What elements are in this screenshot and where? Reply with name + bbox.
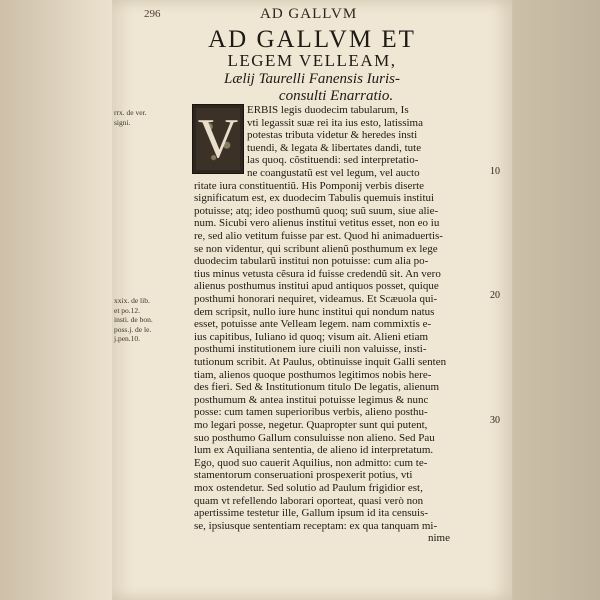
margin-note-line: rrx. de ver. <box>114 108 147 117</box>
margin-note-line: poss.j. de le. <box>114 324 152 334</box>
text-line: ne coangustatũ est vel legum, vel aucto <box>247 167 420 179</box>
text-line: tiam, alienos quoque posthumos legitimos nobis here- <box>194 368 432 381</box>
text-line: posthumi honorari nequiret, videamus. Et Scæuola qui- <box>194 293 438 305</box>
text-line: quam vt refellendo laborari oporteat, quasi verò non <box>194 494 424 507</box>
book-page <box>112 0 512 600</box>
title-line-2: LEGEM VELLEAM, <box>227 51 397 70</box>
margin-note-line: et po.12. <box>114 305 141 315</box>
line-number: 10 <box>490 166 500 177</box>
text-line: dem scripsit, nullo iure hunc institui qui nondum natus <box>194 305 435 318</box>
text-line: esset, potuisse ante Velleam legem. nam commixtis e- <box>194 318 432 331</box>
margin-note-line: j.pen.10. <box>114 334 141 343</box>
text-line: ERBIS legis duodecim tabularum, Is <box>247 104 409 116</box>
text-line: apertissime testetur ille, Gallum ipsum id ita censuis- <box>194 507 429 520</box>
margin-note-line: xxix. de lib. <box>114 296 150 305</box>
subtitle-line-2: consulti Enarratio. <box>278 88 394 104</box>
text-line: ius capitibus, Iuliano id quoq; visum ait. Alieni etiam <box>194 330 429 343</box>
text-line: posse: cum tamen superioribus verbis, alieno posthu- <box>194 406 428 419</box>
text-line: vti legassit suæ rei ita ius esto, latissima <box>247 116 423 129</box>
text-line: mox ostendetur. Sed solutio ad Paulum frigidior est, <box>194 482 423 494</box>
text-line: potestas tributa videtur & heredes insti <box>247 129 418 142</box>
text-line: nime <box>428 532 450 545</box>
text-line: tius minus vetusta cẽsura id fuisse credendũ sit. An vero <box>194 267 441 280</box>
page-number: 296 <box>144 8 161 20</box>
subtitle-line-1: Lælij Taurelli Fanensis Iuris- <box>223 71 400 87</box>
decorated-initial <box>192 104 244 174</box>
running-head <box>112 6 512 24</box>
text-line: lum ex Aquiliana sententia, de alieno id interpretatum. <box>194 444 434 457</box>
text-line: re, sed alio vetitum fuisse par est. Quod hi animaduertis- <box>194 230 443 242</box>
text-line: tuendi, & legata & libertates dandi, tute <box>247 141 422 154</box>
text-line: las quoq. cõstituendi: sed interpretatio- <box>247 154 419 167</box>
text-line: des fieri. Sed & Institutionum titulo De legatis, alienum <box>194 381 440 394</box>
margin-note-1 <box>114 108 180 127</box>
text-line: se non videntur, qui scribunt alienũ posthumum ex lege <box>194 242 438 255</box>
running-title: AD GALLVM <box>260 6 358 22</box>
text-line: posthumi institutionem iure ciuili non valuisse, insti- <box>194 343 427 356</box>
text-line: stamentorum conseruationi prospexerit potius, vti <box>194 469 413 482</box>
text-line: mo legari posse, negetur. Quapropter sunt qui putent, <box>194 419 428 431</box>
text-line: duodecim tabularũ institui non potuisse: cum alia po- <box>194 255 429 268</box>
text-line: suo posthumo Gallum consuluisse non alieno. Sed Pau <box>194 431 435 444</box>
initial-letter: V <box>197 108 239 170</box>
margin-note-2 <box>114 296 180 344</box>
text-line: num. Sicubi vero alienus institui vetitus esset, non eo iu <box>194 217 440 230</box>
text-line: significatum est, ex duodecim Tabulis quemuis institui <box>194 192 435 205</box>
margin-note-line: signi. <box>114 117 131 127</box>
text-line: ritate iura constituentiũ. His Pomponij verbis diserte <box>194 179 425 192</box>
text-line: potuisse; atq; ideo posthumũ quoq; suũ suum, siue alie- <box>194 204 439 217</box>
text-line: tutionum scribit. At Paulus, obtinuisse inquit Galli senten <box>194 356 447 368</box>
line-number: 20 <box>490 290 500 301</box>
text-line: se, ipsiusque sententiam receptam: ex qua tanquam mi- <box>194 519 438 532</box>
margin-note-line: insti. de bon. <box>114 315 153 324</box>
line-number: 30 <box>490 415 500 426</box>
text-line: posthumum & antea institui potuisse legimus & nunc <box>194 393 429 406</box>
text-line: alienus posthumus institui apud antiquos posset, quique <box>194 280 439 293</box>
title-line-1: AD GALLVM ET <box>208 26 416 53</box>
text-line: Ego, quod suo cauerit Aquilius, non admitto: cum te- <box>194 456 428 469</box>
